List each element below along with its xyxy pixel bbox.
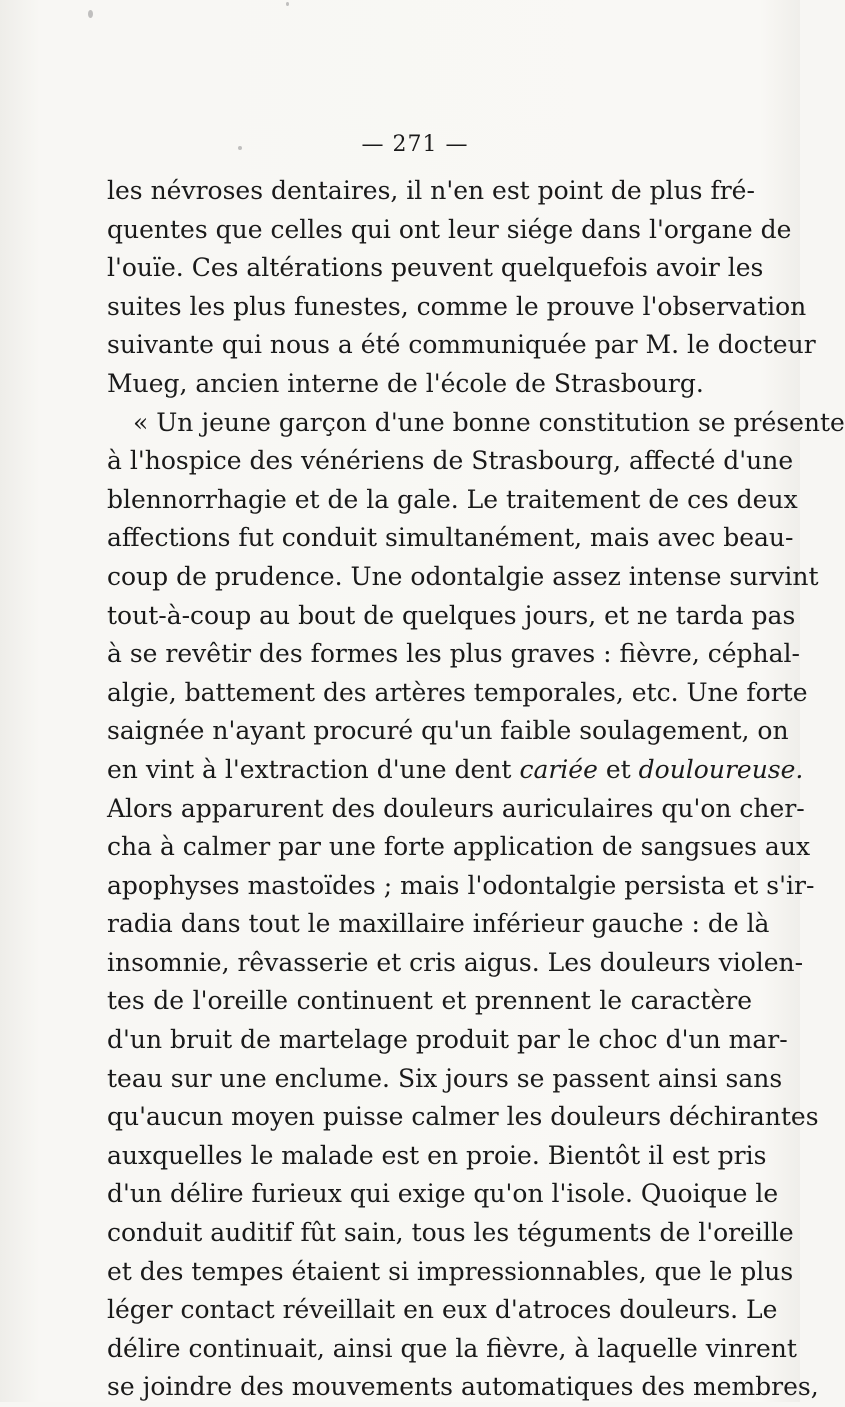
text-line: d'un bruit de martelage produit par le choc d'un mar-	[107, 1025, 788, 1055]
text-run: en vint à l'extraction d'une dent	[107, 754, 520, 784]
italic-word: cariée	[519, 754, 598, 784]
text-line: léger contact réveillait en eux d'atroces douleurs. Le	[107, 1295, 778, 1325]
text-line: cha à calmer par une forte application de sangsues aux	[107, 832, 811, 862]
text-line: « Un jeune garçon d'une bonne constitution se présente	[133, 407, 845, 437]
text-line: tout-à-coup au bout de quelques jours, et ne tarda pas	[107, 600, 796, 630]
text-line: l'ouïe. Ces altérations peuvent quelquefois avoir les	[107, 253, 764, 283]
text-line: Alors apparurent des douleurs auriculaires qu'on cher-	[107, 793, 805, 823]
text-line: suivante qui nous a été communiquée par M. le docteur	[107, 330, 816, 360]
text-line: coup de prudence. Une odontalgie assez intense survint	[107, 561, 819, 591]
italic-word: douloureuse.	[638, 754, 804, 784]
body-text	[107, 172, 845, 1407]
text-line: conduit auditif fût sain, tous les téguments de l'oreille	[107, 1218, 794, 1248]
text-line: à se revêtir des formes les plus graves : fièvre, céphal-	[107, 639, 800, 669]
text-run: et	[597, 754, 639, 784]
text-line: d'un délire furieux qui exige qu'on l'isole. Quoique le	[107, 1179, 779, 1209]
text-line: algie, battement des artères temporales, etc. Une forte	[107, 677, 808, 707]
text-line: Mueg, ancien interne de l'école de Strasbourg.	[107, 368, 704, 398]
text-line: délire continuait, ainsi que la fièvre, à laquelle vinrent	[107, 1333, 797, 1363]
text-line: blennorrhagie et de la gale. Le traitement de ces deux	[107, 484, 798, 514]
text-line: insomnie, rêvasserie et cris aigus. Les douleurs violen-	[107, 947, 804, 977]
text-line: et des tempes étaient si impressionnables, que le plus	[107, 1256, 794, 1286]
text-line: apophyses mastoïdes ; mais l'odontalgie persista et s'ir-	[107, 870, 815, 900]
text-line: radia dans tout le maxillaire inférieur gauche : de là	[107, 909, 770, 939]
text-line: à l'hospice des vénériens de Strasbourg, affecté d'une	[107, 446, 794, 476]
text-line: suites les plus funestes, comme le prouve l'observation	[107, 291, 807, 321]
page-number: — 271 —	[361, 132, 469, 157]
text-line-with-italics	[107, 751, 804, 790]
text-line: les névroses dentaires, il n'en est point de plus fré-	[107, 176, 755, 205]
text-line: saignée n'ayant procuré qu'un faible soulagement, on	[107, 716, 789, 746]
text-line: se joindre des mouvements automatiques des membres,	[107, 1372, 819, 1402]
ink-speck	[88, 10, 93, 18]
text-line: tes de l'oreille continuent et prennent le caractère	[107, 986, 752, 1016]
text-line: qu'aucun moyen puisse calmer les douleurs déchirantes	[107, 1102, 819, 1132]
text-line: quentes que celles qui ont leur siége dans l'organe de	[107, 214, 792, 244]
text-line: teau sur une enclume. Six jours se passent ainsi sans	[107, 1063, 783, 1093]
text-line: auxquelles le malade est en proie. Bientôt il est pris	[107, 1140, 767, 1170]
text-line: affections fut conduit simultanément, mais avec beau-	[107, 523, 794, 553]
ink-speck	[286, 2, 289, 6]
